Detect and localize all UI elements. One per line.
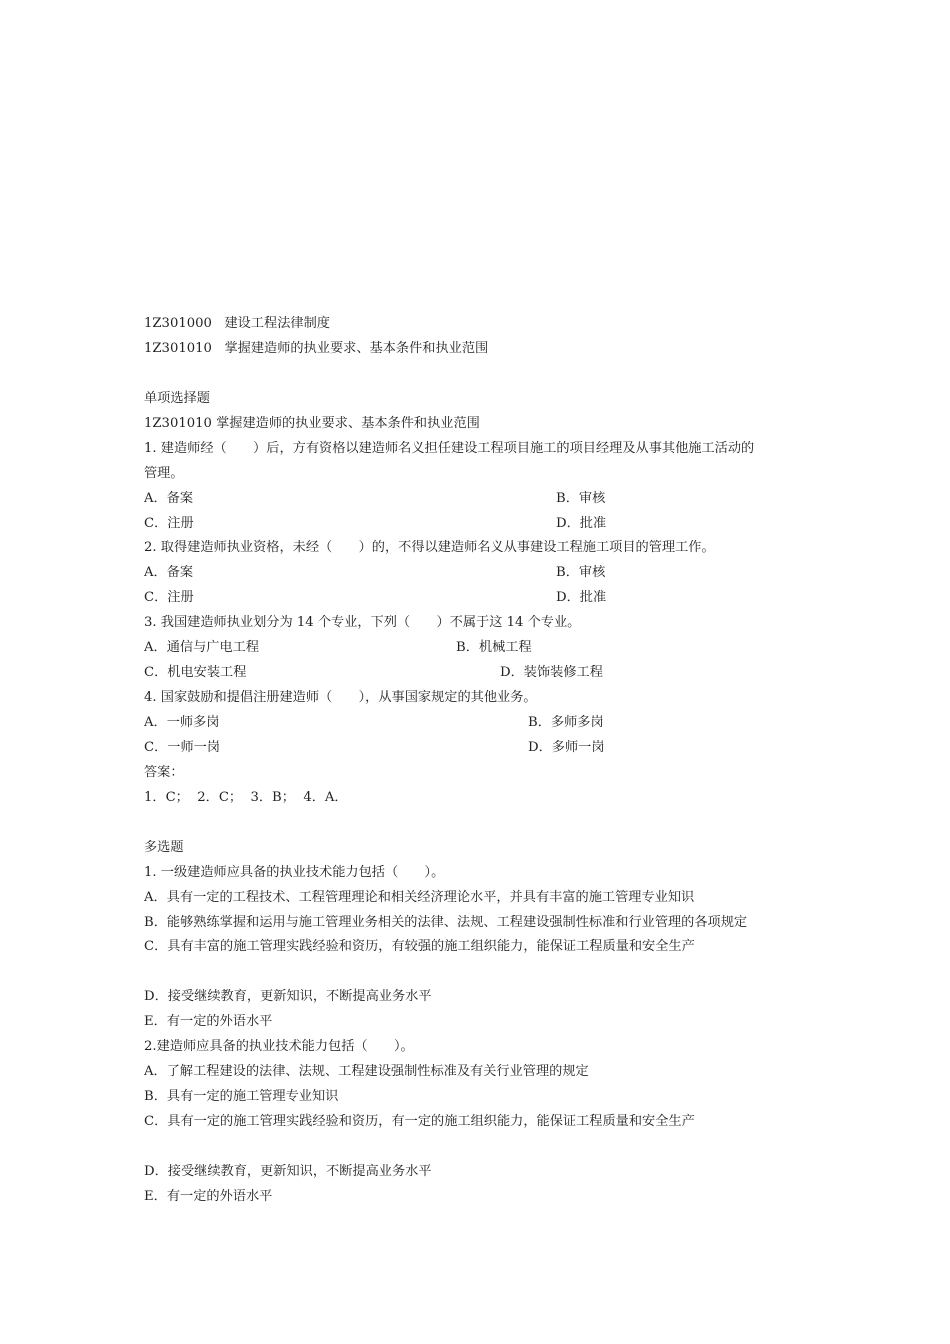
option-e: E．有一定的外语水平	[144, 1014, 273, 1030]
question-3-options-row-1	[144, 636, 824, 661]
question-4-options-row-1	[144, 711, 824, 736]
question-3-options-row-2	[144, 661, 824, 686]
document-page	[144, 312, 824, 1210]
option-b: B．具有一定的施工管理专业知识	[144, 1089, 339, 1105]
option-b: B．多师多岗	[528, 715, 604, 730]
option-b: B．机械工程	[456, 640, 532, 656]
option-a: A．通信与广电工程	[144, 640, 260, 656]
option-e: E．有一定的外语水平	[144, 1188, 273, 1204]
multi-choice-heading: 多选题	[144, 839, 184, 855]
option-d: D．接受继续教育，更新知识，不断提高业务水平	[144, 1163, 432, 1179]
spacer	[144, 960, 824, 985]
option-d: D．多师一岗	[528, 739, 605, 755]
answer-label: 答案：	[144, 764, 184, 780]
option-a: A．具有一定的工程技术、工程管理理论和相关经济理论水平，并具有丰富的施工管理专业知识	[144, 889, 695, 905]
question-2-text: 2. 取得建造师执业资格，未经（ ）的，不得以建造师名义从事建设工程施工项目的管理工作。	[144, 540, 715, 556]
single-choice-subheading: 1Z301010 掌握建造师的执业要求、基本条件和执业范围	[144, 415, 480, 431]
option-a: A．备案	[144, 565, 194, 581]
option-d: D．批准	[556, 590, 607, 606]
option-c: C．机电安装工程	[144, 665, 247, 681]
question-2-options-row-1	[144, 561, 824, 586]
spacer	[144, 1135, 824, 1160]
option-a: A．了解工程建设的法律、法规、工程建设强制性标准及有关行业管理的规定	[144, 1064, 589, 1080]
spacer	[144, 811, 824, 836]
single-choice-heading: 单项选择题	[144, 390, 210, 406]
question-4-text: 4. 国家鼓励和提倡注册建造师（ ），从事国家规定的其他业务。	[144, 690, 537, 706]
question-2-options-row-2	[144, 586, 824, 611]
multi-question-1-text: 1. 一级建造师应具备的执业技术能力包括（ ）。	[144, 864, 445, 880]
chapter-title: 1Z301000 建设工程法律制度	[144, 316, 330, 331]
question-4-options-row-2	[144, 736, 824, 761]
question-1-text-cont: 管理。	[144, 465, 184, 481]
question-1-text: 1. 建造师经（ ）后，方有资格以建造师名义担任建设工程项目施工的项目经理及从事其他施工活动的	[144, 440, 755, 456]
option-b: B．能够熟练掌握和运用与施工管理业务相关的法律、法规、工程建设强制性标准和行业管理的各项规定	[144, 914, 748, 930]
option-b: B．审核	[556, 565, 606, 581]
option-d: D．批准	[556, 515, 607, 531]
question-1-options-row-1	[144, 487, 824, 512]
section-title: 1Z301010 掌握建造师的执业要求、基本条件和执业范围	[144, 340, 489, 356]
option-a: A．备案	[144, 490, 194, 506]
option-c: C．具有一定的施工管理实践经验和资历，有一定的施工组织能力，能保证工程质量和安全生产	[144, 1114, 695, 1129]
option-c: C．具有丰富的施工管理实践经验和资历，有较强的施工组织能力，能保证工程质量和安全生产	[144, 939, 695, 955]
option-c: C．注册	[144, 515, 194, 531]
spacer	[144, 362, 824, 387]
option-b: B．审核	[556, 490, 606, 506]
option-d: D．装饰装修工程	[500, 665, 603, 681]
question-1-options-row-2	[144, 512, 824, 537]
option-a: A．一师多岗	[144, 715, 220, 730]
multi-question-2-text: 2.建造师应具备的执业技术能力包括（ ）。	[144, 1039, 414, 1055]
option-c: C．注册	[144, 590, 194, 606]
option-c: C．一师一岗	[144, 739, 221, 755]
answer-key: 1．C； 2．C； 3．B； 4．A．	[144, 789, 348, 805]
option-d: D．接受继续教育，更新知识，不断提高业务水平	[144, 989, 432, 1005]
question-3-text: 3. 我国建造师执业划分为 14 个专业，下列（ ）不属于这 14 个专业。	[144, 615, 581, 631]
